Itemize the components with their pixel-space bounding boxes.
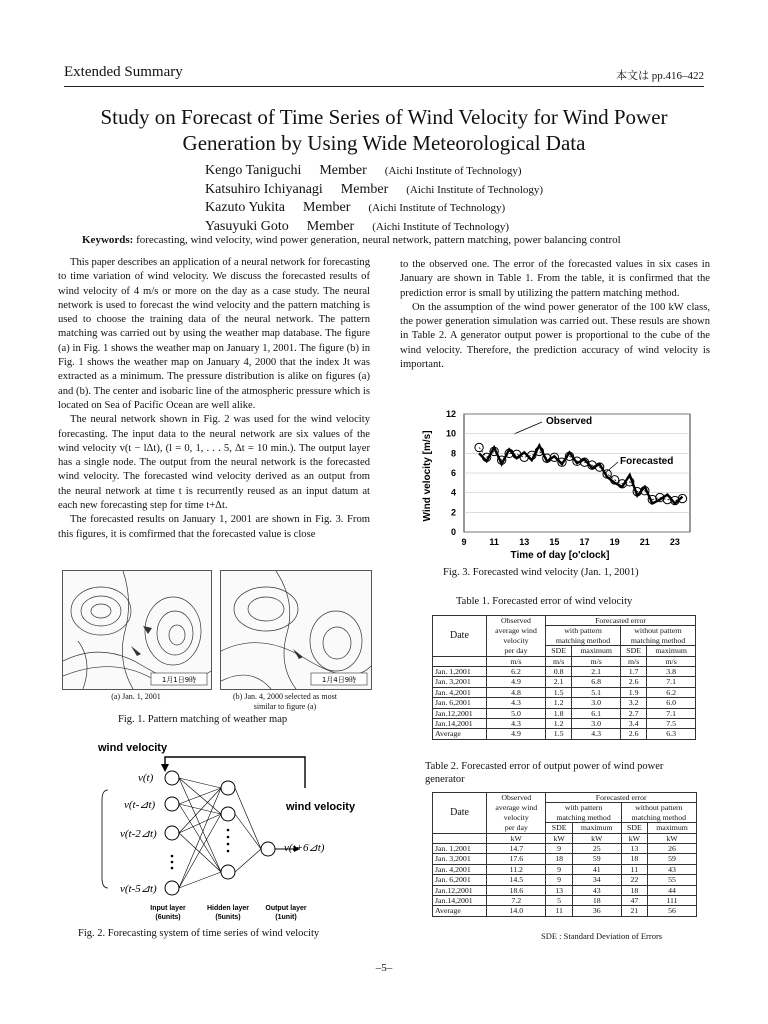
author-name: Yasuyuki Goto bbox=[205, 218, 289, 234]
x-tick-label: 11 bbox=[489, 537, 499, 547]
value-cell: 1.2 bbox=[546, 719, 572, 729]
series-line-observed bbox=[479, 445, 682, 503]
units-output: (1unit) bbox=[275, 914, 297, 921]
value-cell: 14.5 bbox=[487, 875, 546, 885]
value-cell: 6.2 bbox=[647, 687, 696, 697]
date-cell: Jan. 1,2001 bbox=[433, 667, 487, 677]
body-column-right bbox=[400, 258, 710, 372]
value-cell: 2.1 bbox=[572, 667, 621, 677]
value-cell: 5.1 bbox=[572, 687, 621, 697]
col-without-pattern: matching method bbox=[621, 636, 696, 646]
value-cell: 4.8 bbox=[486, 687, 545, 697]
value-cell: 14.7 bbox=[487, 844, 546, 854]
input-label-vt-2: v(t-2⊿t) bbox=[120, 828, 157, 840]
author-affiliation: (Aichi Institute of Technology) bbox=[372, 220, 510, 233]
col-maximum: maximum bbox=[648, 823, 697, 833]
author-role: Member bbox=[340, 181, 389, 197]
value-cell: 9 bbox=[546, 844, 572, 854]
x-tick-label: 19 bbox=[609, 537, 620, 547]
col-sde: SDE bbox=[621, 646, 647, 656]
paragraph: This paper describes an application of a neural network for forecasting to time variation of wind velocity. We discuss the forecasted results of wind velocity of 4 m/s or more on the day as a case study. The neural network is used to forecast the wind velocity and the pattern matching is used to choose the training data of the neural network. The pattern matching was carried out by using the weather map database. The figure (a) in Fig. 1 shows the weather map on January 1, 2001. The figure (b) in Fig. 1 shows the weather map on January 4, 2000 that the index Jt was extracted as a minimum. The pressure distribution is alike on figures (a) and (b). The center and isobaric line of the atmospheric pressure which is located on Sea of Pacific Ocean are well alike. bbox=[58, 257, 370, 411]
units-input: (6units) bbox=[155, 914, 181, 921]
x-axis-label: Time of day [o'clock] bbox=[510, 550, 610, 561]
date-cell: Jan. 3,2001 bbox=[433, 854, 487, 864]
paragraph: The neural network shown in Fig. 2 was used for the wind velocity forecasting. The input data to the neural network are six values of the wind velocity v(t − lΔt), (l = 0, 1, . . . 5, Δt = 10 min.). The output layer has a single node. The output from the neural network is the forecasted wind velocity. The forecasted wind velocity derived as an output from the neural network at time t is recurrently reused as an input datum at each new forecasting step for time t+Δt. bbox=[58, 414, 370, 512]
value-cell: 18 bbox=[572, 896, 621, 906]
value-cell: 13 bbox=[621, 844, 647, 854]
col-date: Date bbox=[433, 616, 487, 657]
author-row bbox=[205, 162, 543, 181]
value-cell: 11.2 bbox=[487, 864, 546, 874]
value-cell: 26 bbox=[648, 844, 697, 854]
value-cell: 6.0 bbox=[647, 698, 696, 708]
table1-caption: Table 1. Forecasted error of wind velocity bbox=[456, 596, 633, 607]
value-cell: 2.7 bbox=[621, 708, 647, 718]
fig3-caption: Fig. 3. Forecasted wind velocity (Jan. 1, 2001) bbox=[443, 567, 639, 578]
layer-output: Output layer bbox=[265, 905, 307, 912]
paragraph: to the observed one. The error of the forecasted values in six cases in January are shown in Table 1. From the table, it is confirmed that the prediction error is small by utilizing the pattern matching method. bbox=[400, 259, 710, 299]
value-cell: 1.2 bbox=[546, 698, 572, 708]
value-cell: 11 bbox=[621, 864, 647, 874]
x-tick-label: 21 bbox=[639, 537, 650, 547]
unit-cell bbox=[433, 656, 487, 666]
unit-cell: kW bbox=[572, 833, 621, 843]
keywords bbox=[82, 234, 621, 246]
table-row bbox=[433, 885, 697, 895]
col-observed: average wind bbox=[486, 626, 545, 636]
keywords-label: Keywords: bbox=[82, 234, 134, 246]
value-cell: 3.0 bbox=[572, 719, 621, 729]
date-cell: Jan. 4,2001 bbox=[433, 864, 487, 874]
fig1-caption: Fig. 1. Pattern matching of weather map bbox=[118, 714, 288, 725]
unit-cell: m/s bbox=[486, 656, 545, 666]
col-observed: Observed bbox=[486, 616, 545, 626]
col-maximum: maximum bbox=[572, 823, 621, 833]
table-row bbox=[433, 864, 697, 874]
fig3-chart bbox=[414, 404, 704, 564]
y-tick-label: 12 bbox=[445, 409, 456, 419]
map-stamp: 1月4日9時 bbox=[321, 676, 357, 684]
table-row bbox=[433, 854, 697, 864]
author-role: Member bbox=[306, 218, 355, 234]
y-tick-label: 4 bbox=[450, 487, 456, 498]
y-tick-label: 0 bbox=[450, 527, 456, 537]
date-cell: Jan.14,2001 bbox=[433, 896, 487, 906]
y-axis-label: Wind velocity [m/s] bbox=[422, 430, 433, 522]
value-cell: 5.0 bbox=[486, 708, 545, 718]
col-with-pattern: with pattern bbox=[546, 803, 621, 813]
value-cell: 6.8 bbox=[572, 677, 621, 687]
value-cell: 43 bbox=[572, 885, 621, 895]
value-cell: 9 bbox=[546, 875, 572, 885]
x-tick-label: 9 bbox=[461, 537, 467, 547]
value-cell: 59 bbox=[648, 854, 697, 864]
value-cell: 21 bbox=[621, 906, 647, 916]
author-name: Katsuhiro Ichiyanagi bbox=[205, 181, 323, 197]
author-affiliation: (Aichi Institute of Technology) bbox=[384, 165, 522, 177]
value-cell: 22 bbox=[621, 875, 647, 885]
col-with-pattern: matching method bbox=[546, 813, 621, 823]
weather-map-b bbox=[220, 570, 372, 690]
author-affiliation: (Aichi Institute of Technology) bbox=[406, 183, 544, 196]
fig2-caption: Fig. 2. Forecasting system of time series of wind velocity bbox=[78, 928, 320, 939]
unit-cell: m/s bbox=[572, 656, 621, 666]
table-row bbox=[433, 667, 696, 677]
value-cell: 7.2 bbox=[487, 896, 546, 906]
value-cell: 11 bbox=[546, 906, 572, 916]
y-tick-label: 6 bbox=[450, 468, 456, 478]
value-cell: 17.6 bbox=[487, 854, 546, 864]
input-label-vt-5: v(t-5⊿t) bbox=[120, 883, 157, 895]
col-sde: SDE bbox=[546, 823, 572, 833]
map-stamp: 1月1日9時 bbox=[161, 676, 197, 684]
value-cell: 7.1 bbox=[647, 708, 696, 718]
table1-body bbox=[433, 667, 696, 740]
header-label: Extended Summary bbox=[64, 64, 183, 80]
author-name: Kazuto Yukita bbox=[205, 200, 285, 215]
body-column-left bbox=[58, 256, 370, 542]
value-cell: 56 bbox=[648, 906, 697, 916]
date-cell: Jan. 1,2001 bbox=[433, 844, 487, 854]
value-cell: 7.5 bbox=[647, 719, 696, 729]
table-row bbox=[433, 677, 696, 687]
value-cell: 34 bbox=[572, 875, 621, 885]
y-tick-label: 10 bbox=[445, 428, 456, 439]
value-cell: 1.7 bbox=[621, 667, 647, 677]
value-cell: 13 bbox=[546, 885, 572, 895]
weather-map-a bbox=[62, 570, 212, 690]
table-row bbox=[433, 729, 696, 739]
unit-cell: m/s bbox=[546, 656, 572, 666]
unit-cell: m/s bbox=[621, 656, 647, 666]
fig2-wind-velocity-label: wind velocity bbox=[98, 742, 168, 754]
unit-cell: kW bbox=[621, 833, 647, 843]
unit-cell: kW bbox=[487, 833, 546, 843]
col-observed: per day bbox=[486, 646, 545, 656]
table-unit-row bbox=[433, 833, 697, 843]
unit-cell: kW bbox=[546, 833, 572, 843]
value-cell: 6.1 bbox=[572, 708, 621, 718]
y-tick-label: 2 bbox=[450, 507, 456, 518]
table-row bbox=[433, 698, 696, 708]
date-cell: Jan.14,2001 bbox=[433, 719, 487, 729]
value-cell: 1.8 bbox=[546, 708, 572, 718]
author-name: Kengo Taniguchi bbox=[205, 163, 302, 178]
annotation-observed: Observed bbox=[546, 416, 593, 427]
value-cell: 59 bbox=[572, 854, 621, 864]
fig2-network-diagram bbox=[60, 738, 380, 926]
table2-caption: Table 2. Forecasted error of output power of wind power generator bbox=[425, 761, 664, 785]
y-tick-label: 8 bbox=[450, 448, 456, 459]
table-row bbox=[433, 875, 697, 885]
input-label-vt-1: v(t-⊿t) bbox=[124, 799, 156, 811]
x-tick-label: 15 bbox=[549, 537, 560, 547]
value-cell: 4.3 bbox=[572, 729, 621, 739]
unit-cell bbox=[433, 833, 487, 843]
value-cell: 0.8 bbox=[546, 667, 572, 677]
paragraph: On the assumption of the wind power generator of the 100 kW class, the power generation simulation was carried out. These resuls are shown in Table 2. A generator output power is proportional to the cube of the wind velocity. Therefore, the prediction accuracy of wind velocity is important. bbox=[400, 301, 710, 371]
header-rule bbox=[64, 86, 704, 87]
x-tick-label: 13 bbox=[519, 537, 530, 547]
fig1-sub-b: (b) Jan. 4, 2000 selected as most similar to figure (a) bbox=[233, 692, 337, 711]
col-date: Date bbox=[433, 793, 487, 834]
author-affiliation: (Aichi Institute of Technology) bbox=[368, 202, 506, 214]
table2-body bbox=[433, 844, 697, 917]
col-maximum: maximum bbox=[647, 646, 696, 656]
value-cell: 4.9 bbox=[486, 677, 545, 687]
col-sde: SDE bbox=[621, 823, 647, 833]
value-cell: 1.9 bbox=[621, 687, 647, 697]
paragraph: The forecasted results on January 1, 2001 are shown in Fig. 3. From this figures, it is comfirmed that the forecasted value is close bbox=[58, 514, 370, 540]
table-row bbox=[433, 719, 696, 729]
col-observed: velocity bbox=[487, 813, 546, 823]
unit-cell: m/s bbox=[647, 656, 696, 666]
x-tick-label: 17 bbox=[579, 537, 590, 547]
value-cell: 5 bbox=[546, 896, 572, 906]
date-cell: Average bbox=[433, 906, 487, 916]
value-cell: 2.1 bbox=[546, 677, 572, 687]
value-cell: 3.4 bbox=[621, 719, 647, 729]
col-forecasted-error: Forecasted error bbox=[546, 616, 696, 626]
value-cell: 41 bbox=[572, 864, 621, 874]
table-row bbox=[433, 906, 697, 916]
table2 bbox=[432, 792, 697, 917]
date-cell: Jan. 6,2001 bbox=[433, 875, 487, 885]
table-row bbox=[433, 896, 697, 906]
col-with-pattern: with pattern bbox=[546, 626, 621, 636]
keywords-text: forecasting, wind velocity, wind power generation, neural network, pattern matching, power balancing control bbox=[136, 234, 621, 246]
value-cell: 4.9 bbox=[486, 729, 545, 739]
col-maximum: maximum bbox=[572, 646, 621, 656]
author-role: Member bbox=[302, 200, 351, 215]
paper-title: Study on Forecast of Time Series of Wind Velocity for Wind Power Generation by Using Wide Meteorological Data bbox=[100, 105, 668, 155]
value-cell: 6.3 bbox=[647, 729, 696, 739]
value-cell: 111 bbox=[648, 896, 697, 906]
value-cell: 1.5 bbox=[546, 729, 572, 739]
page-number: –5– bbox=[375, 962, 393, 974]
value-cell: 14.0 bbox=[487, 906, 546, 916]
date-cell: Jan. 6,2001 bbox=[433, 698, 487, 708]
unit-cell: kW bbox=[648, 833, 697, 843]
table-header-row bbox=[433, 793, 697, 803]
value-cell: 3.2 bbox=[621, 698, 647, 708]
table-unit-row bbox=[433, 656, 696, 666]
value-cell: 25 bbox=[572, 844, 621, 854]
fig1-sub-a: (a) Jan. 1, 2001 bbox=[111, 692, 161, 701]
x-tick-label: 23 bbox=[669, 537, 680, 547]
value-cell: 3.8 bbox=[647, 667, 696, 677]
value-cell: 36 bbox=[572, 906, 621, 916]
value-cell: 7.1 bbox=[647, 677, 696, 687]
value-cell: 43 bbox=[648, 864, 697, 874]
value-cell: 1.5 bbox=[546, 687, 572, 697]
value-cell: 55 bbox=[648, 875, 697, 885]
table1 bbox=[432, 615, 696, 740]
input-label-vt: v(t) bbox=[138, 772, 154, 784]
value-cell: 3.0 bbox=[572, 698, 621, 708]
value-cell: 47 bbox=[621, 896, 647, 906]
col-sde: SDE bbox=[546, 646, 572, 656]
author-role: Member bbox=[319, 163, 367, 178]
author-list bbox=[205, 162, 543, 236]
isobar-drawing-a bbox=[63, 571, 211, 689]
date-cell: Jan. 3,2001 bbox=[433, 677, 487, 687]
value-cell: 18 bbox=[621, 854, 647, 864]
date-cell: Average bbox=[433, 729, 487, 739]
col-observed: velocity bbox=[486, 636, 545, 646]
isobar-drawing-b bbox=[221, 571, 371, 689]
annotation-forecasted: Forecasted bbox=[620, 456, 674, 467]
units-hidden: (5units) bbox=[215, 914, 241, 921]
value-cell: 9 bbox=[546, 864, 572, 874]
value-cell: 2.6 bbox=[621, 677, 647, 687]
col-observed: average wind bbox=[487, 803, 546, 813]
table2-note: SDE : Standard Deviation of Errors bbox=[541, 931, 663, 941]
value-cell: 18 bbox=[546, 854, 572, 864]
author-row bbox=[205, 181, 543, 200]
page-reference: 本文は pp.416–422 bbox=[616, 70, 704, 82]
table-row bbox=[433, 687, 696, 697]
table-header-row bbox=[433, 616, 696, 626]
output-value-label: v(t+6⊿t) bbox=[284, 842, 325, 854]
col-without-pattern: without pattern bbox=[621, 626, 696, 636]
date-cell: Jan. 4,2001 bbox=[433, 687, 487, 697]
table-row bbox=[433, 844, 697, 854]
author-row bbox=[205, 199, 543, 218]
value-cell: 4.3 bbox=[486, 698, 545, 708]
value-cell: 18.6 bbox=[487, 885, 546, 895]
col-forecasted-error: Forecasted error bbox=[546, 793, 697, 803]
value-cell: 4.3 bbox=[486, 719, 545, 729]
layer-input: Input layer bbox=[150, 905, 186, 912]
layer-hidden: Hidden layer bbox=[206, 905, 250, 912]
col-with-pattern: matching method bbox=[546, 636, 621, 646]
table-row bbox=[433, 708, 696, 718]
value-cell: 44 bbox=[648, 885, 697, 895]
col-observed: Observed bbox=[487, 793, 546, 803]
annotation-observed-pointer bbox=[514, 422, 542, 434]
output-wind-velocity: wind velocity bbox=[286, 801, 356, 813]
value-cell: 18 bbox=[621, 885, 647, 895]
date-cell: Jan.12,2001 bbox=[433, 885, 487, 895]
value-cell: 6.2 bbox=[486, 667, 545, 677]
col-without-pattern: without pattern bbox=[621, 803, 696, 813]
value-cell: 2.6 bbox=[621, 729, 647, 739]
date-cell: Jan.12,2001 bbox=[433, 708, 487, 718]
col-without-pattern: matching method bbox=[621, 813, 696, 823]
col-observed: per day bbox=[487, 823, 546, 833]
